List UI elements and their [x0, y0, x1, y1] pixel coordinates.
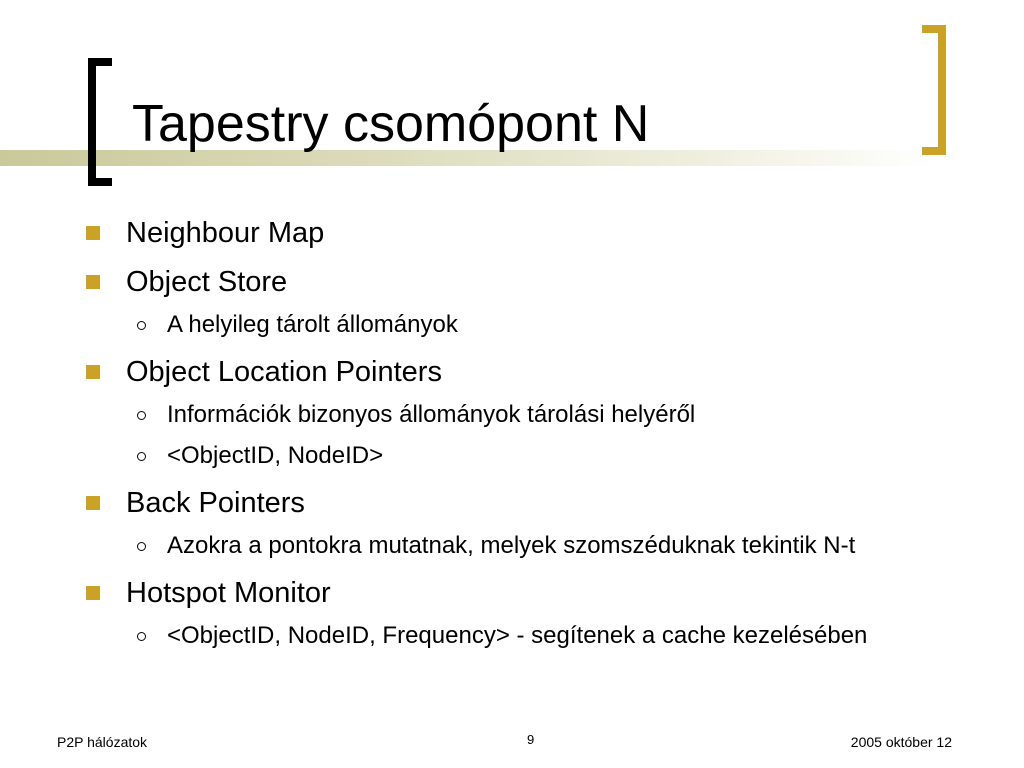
footer-course-name: P2P hálózatok [57, 734, 148, 750]
sub-bullet-item [137, 621, 867, 651]
sub-bullet-item [137, 310, 458, 340]
sub-bullet-text: <ObjectID, NodeID> [167, 442, 384, 469]
square-bullet-icon [86, 365, 100, 379]
bullet-text: Neighbour Map [126, 217, 325, 249]
circle-bullet-icon [137, 632, 146, 641]
bullet-item [86, 575, 331, 611]
sub-bullet-item [137, 400, 695, 430]
footer-date: 2005 október 12 [850, 734, 952, 750]
bullet-item [86, 215, 324, 251]
bullet-text: Object Store [126, 266, 288, 298]
circle-bullet-icon [137, 542, 146, 551]
bullet-item [86, 354, 442, 390]
left-bracket-decoration [88, 58, 112, 186]
circle-bullet-icon [137, 411, 146, 420]
sub-bullet-text: Azokra a pontokra mutatnak, melyek szomszéduknak tekintik N-t [167, 532, 856, 559]
circle-bullet-icon [137, 452, 146, 461]
square-bullet-icon [86, 275, 100, 289]
bullet-text: Object Location Pointers [126, 356, 442, 388]
sub-bullet-item [137, 531, 855, 561]
sub-bullet-item [137, 441, 383, 471]
square-bullet-icon [86, 496, 100, 510]
sub-bullet-text: A helyileg tárolt állományok [167, 311, 458, 338]
square-bullet-icon [86, 226, 100, 240]
bullet-item [86, 485, 305, 521]
circle-bullet-icon [137, 321, 146, 330]
bullet-text: Hotspot Monitor [126, 577, 331, 609]
bullet-item [86, 264, 287, 300]
sub-bullet-text: <ObjectID, NodeID, Frequency> - segítenek a cache kezelésében [167, 622, 868, 649]
slide-title: Tapestry csomópont N [132, 95, 650, 153]
square-bullet-icon [86, 586, 100, 600]
sub-bullet-text: Információk bizonyos állományok tárolási helyéről [167, 401, 696, 428]
footer-page-number: 9 [527, 732, 535, 747]
right-bracket-decoration [922, 25, 946, 155]
bullet-text: Back Pointers [126, 487, 305, 519]
